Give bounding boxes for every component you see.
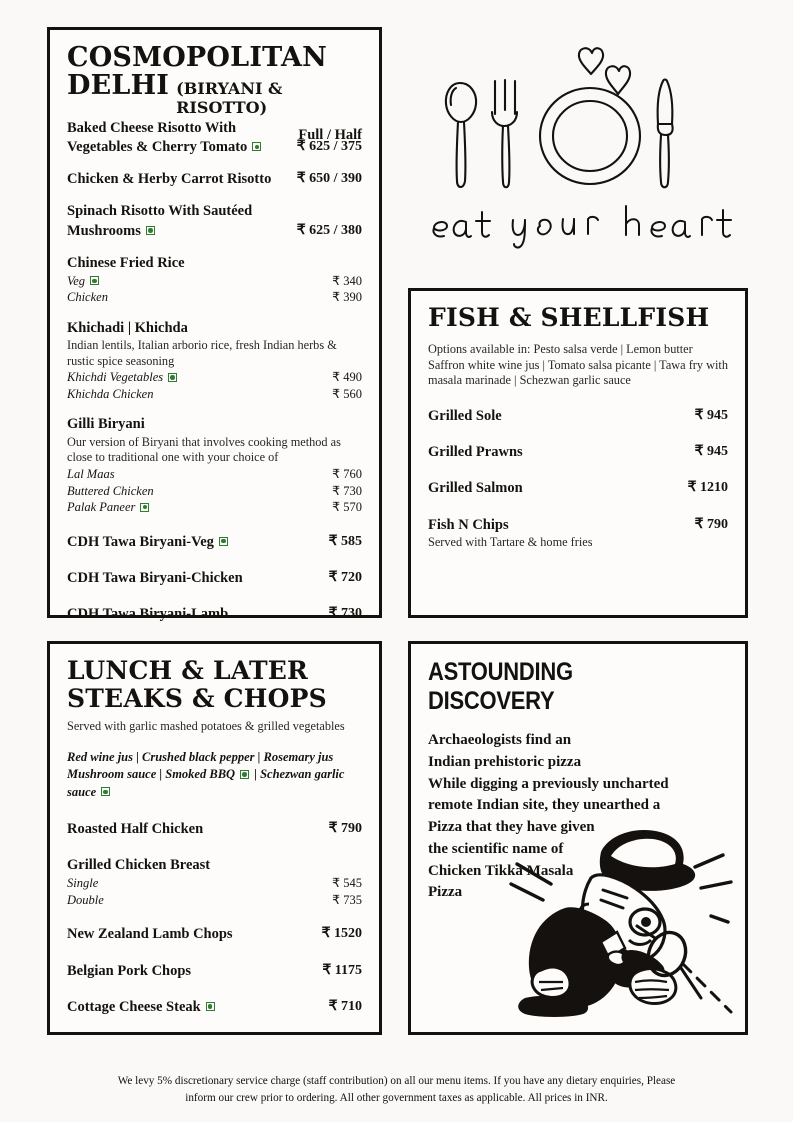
menu-sub-item-name: Khichdi Vegetables — [67, 369, 179, 386]
menu-sub-item[interactable] — [67, 386, 362, 403]
menu-sub-item-name: Buttered Chicken — [67, 483, 154, 498]
veg-marker-icon — [140, 503, 149, 512]
menu-item[interactable] — [67, 820, 362, 839]
menu-sub-item-name: Lal Maas — [67, 467, 115, 482]
menu-sub-item[interactable] — [67, 875, 362, 892]
menu-sub-item-name: Khichda Chicken — [67, 386, 154, 401]
group-description: Our version of Biryani that involves cooking method as close to traditional one with your choice of — [67, 434, 341, 465]
menu-item-name: Grilled Prawns — [428, 444, 523, 461]
menu-item-price: ₹ 625 / 375 — [296, 139, 362, 155]
menu-item-name: CDH Tawa Biryani-Veg — [67, 533, 230, 552]
menu-sub-item-price: ₹ 570 — [332, 500, 362, 515]
menu-item-name: Fish N Chips — [428, 516, 509, 533]
menu-item-group-fried-rice[interactable] — [67, 254, 362, 306]
menu-sub-item-price: ₹ 490 — [332, 370, 362, 385]
section-title-line1: COSMOPOLITAN — [67, 42, 327, 73]
menu-sub-item[interactable] — [67, 483, 362, 500]
menu-item-price: ₹ 720 — [328, 569, 362, 585]
detective-illustration — [505, 812, 740, 1027]
menu-item-name-cont: Mushrooms — [67, 222, 157, 241]
discovery-line: Chicken Tikka Masala — [428, 862, 574, 879]
discovery-line: Archaeologists find an — [428, 732, 572, 748]
discovery-line: Indian prehistoric pizza — [428, 753, 582, 770]
section-title-line2: DELHI — [67, 70, 170, 102]
menu-sub-item-price: ₹ 545 — [332, 876, 362, 891]
menu-item-name: Grilled Salmon — [428, 480, 523, 497]
menu-item-name: Chicken & Herby Carrot Risotto — [67, 171, 272, 188]
menu-item-name: CDH Tawa Biryani-Lamb — [67, 605, 229, 622]
group-heading: Khichadi | Khichda — [67, 319, 188, 336]
menu-sub-item-price: ₹ 760 — [332, 467, 362, 482]
section-title-line1: LUNCH & LATER — [67, 656, 309, 685]
menu-sub-item-price: ₹ 735 — [332, 892, 362, 907]
veg-marker-icon — [252, 142, 261, 151]
menu-item-price: ₹ 730 — [328, 605, 362, 621]
cutlery-illustration — [420, 36, 740, 251]
menu-item[interactable] — [67, 925, 362, 944]
menu-item-name: CDH Tawa Biryani-Chicken — [67, 569, 243, 586]
discovery-line: the scientific name of — [428, 840, 564, 857]
menu-item-name: Spinach Risotto With Sautéed — [67, 203, 253, 220]
menu-sub-item-name: Palak Paneer — [67, 499, 151, 516]
sauces-line-1: Red wine jus | Crushed black pepper | Rosemary jus — [67, 749, 334, 764]
menu-item[interactable] — [67, 202, 362, 240]
menu-sub-item-price: ₹ 560 — [332, 386, 362, 401]
menu-item[interactable] — [67, 962, 362, 981]
menu-item-group-gilli-biryani[interactable] — [67, 415, 362, 515]
menu-item[interactable] — [428, 443, 728, 462]
section-title: FISH & SHELLFISH — [428, 303, 710, 332]
section-description: Options available in: Pesto salsa verde | Lemon butter Saffron white wine jus | Tomato salsa picante | Tawa fry with masala marinade | Schezwan garlic sauce — [428, 342, 728, 388]
veg-marker-icon — [240, 770, 249, 779]
discovery-line: remote Indian site, they unearthed a — [428, 797, 661, 814]
sauces-line-2: Mushroom sauce | Smoked BBQ | Schezwan garlic sauce — [67, 767, 345, 799]
menu-item[interactable] — [67, 170, 362, 189]
menu-item-price: ₹ 650 / 390 — [296, 171, 362, 187]
column-header-full-half: Full / Half — [298, 127, 362, 143]
section-card-cosmopolitan-delhi — [47, 27, 382, 622]
menu-item-name: Roasted Half Chicken — [67, 821, 204, 838]
menu-item[interactable] — [67, 569, 362, 588]
veg-marker-icon — [90, 276, 99, 285]
menu-sub-item-price: ₹ 730 — [332, 483, 362, 498]
menu-item-price: ₹ 1175 — [322, 962, 362, 978]
menu-item-price: ₹ 1520 — [321, 926, 362, 942]
menu-item-group-grilled-chicken-breast[interactable] — [67, 856, 362, 908]
veg-marker-icon — [146, 226, 155, 235]
menu-sub-item[interactable] — [67, 289, 362, 306]
menu-item-price: ₹ 790 — [328, 821, 362, 837]
menu-sub-item[interactable] — [67, 499, 362, 516]
menu-sub-item-name: Single — [67, 876, 99, 891]
menu-item-price: ₹ 945 — [694, 408, 728, 424]
group-heading: Gilli Biryani — [67, 416, 145, 433]
menu-item-group-khichadi[interactable] — [67, 319, 362, 403]
menu-sub-item[interactable] — [67, 369, 362, 386]
menu-item-name-cont: Vegetables & Cherry Tomato — [67, 138, 263, 157]
veg-marker-icon — [168, 373, 177, 382]
footer-disclaimer: We levy 5% discretionary service charge (staff contribution) on all our menu items. If you have any dietary enquiries, Please inform our crew prior to ordering. All other government taxes as applicable. All prices in INR. — [117, 1075, 676, 1104]
veg-marker-icon — [206, 1002, 215, 1011]
menu-item-name: Cottage Cheese Steak — [67, 998, 217, 1017]
menu-item-name: Grilled Sole — [428, 408, 502, 425]
menu-item-price: ₹ 790 — [694, 516, 728, 532]
menu-sub-item[interactable] — [67, 273, 362, 290]
group-description: Indian lentils, Italian arborio rice, fresh Indian herbs & rustic spice seasoning — [67, 337, 337, 368]
menu-item[interactable] — [428, 407, 728, 426]
menu-item-price: ₹ 1210 — [687, 480, 728, 496]
menu-sub-item-name: Veg — [67, 273, 101, 290]
menu-item-name: Belgian Pork Chops — [67, 962, 192, 979]
menu-item-price: ₹ 585 — [328, 533, 362, 549]
menu-item-price: ₹ 625 / 380 — [296, 222, 362, 238]
discovery-line: Pizza that they have given — [428, 819, 595, 835]
menu-sub-item-price: ₹ 390 — [332, 290, 362, 305]
section-card-lunch-later — [47, 641, 382, 1035]
menu-item-name: New Zealand Lamb Chops — [67, 926, 233, 943]
menu-item-note: Served with Tartare & home fries — [428, 534, 593, 549]
menu-item-name: Baked Cheese Risotto With — [67, 120, 237, 137]
veg-marker-icon — [219, 537, 228, 546]
menu-item[interactable] — [67, 998, 362, 1017]
menu-sub-item-name: Double — [67, 892, 104, 907]
section-subtitle: Served with garlic mashed potatoes & grilled vegetables — [67, 719, 345, 733]
menu-sub-item-name: Chicken — [67, 290, 108, 305]
menu-item-price: ₹ 945 — [694, 444, 728, 460]
menu-item[interactable] — [428, 479, 728, 498]
section-title-line2: STEAKS & CHOPS — [67, 684, 327, 713]
discovery-line: Pizza — [428, 884, 463, 901]
discovery-line: While digging a previously uncharted — [428, 775, 669, 792]
menu-item-price: ₹ 710 — [328, 998, 362, 1014]
group-heading: Grilled Chicken Breast — [67, 857, 211, 874]
menu-sub-item[interactable] — [67, 892, 362, 909]
veg-marker-icon — [101, 787, 110, 796]
menu-sub-item-price: ₹ 340 — [332, 273, 362, 288]
menu-item[interactable] — [428, 516, 728, 551]
menu-item[interactable] — [67, 605, 362, 624]
section-title: ASTOUNDING DISCOVERY — [428, 658, 573, 715]
group-heading: Chinese Fried Rice — [67, 254, 185, 271]
menu-sub-item[interactable] — [67, 466, 362, 483]
menu-item[interactable] — [67, 533, 362, 552]
section-title-subtitle: (BIRYANI & RISOTTO) — [176, 79, 283, 118]
section-card-fish-shellfish — [408, 288, 748, 618]
